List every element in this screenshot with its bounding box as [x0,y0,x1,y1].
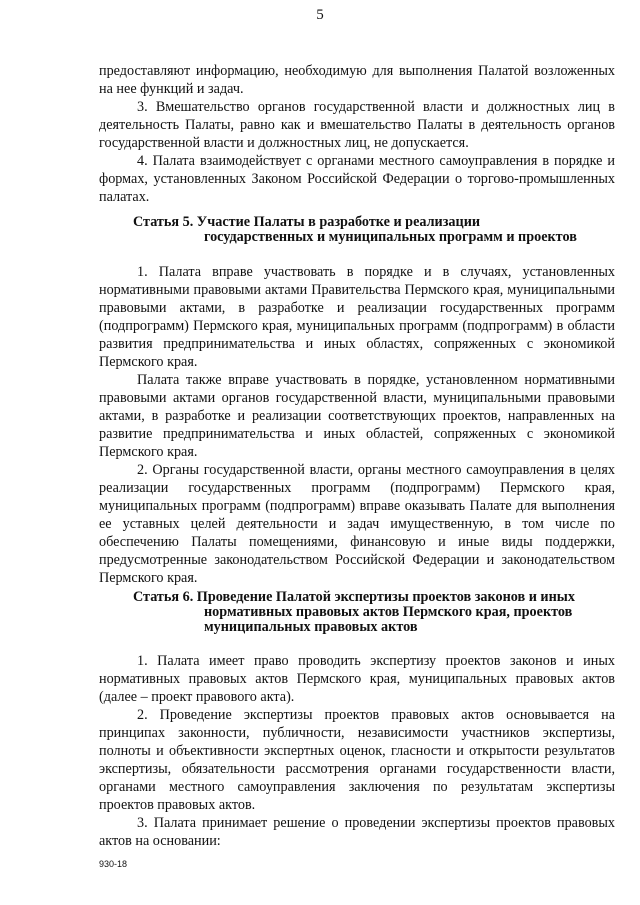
paragraph: 1. Палата вправе участвовать в порядке и в случаях, установленных нормативными правовыми актами Правительства Пермского края, муниципальными правовыми актами, в разработке и реализации государственных программ (подпрограмм) Пермского края, муниципальных программ (подпрограмм) в области развития предпринимательства и иных областях, сопряженных с экономикой Пермского края. [99,264,615,370]
page-number: 5 [316,7,324,23]
paragraph: предоставляют информацию, необходимую для выполнения Палатой возложенных на нее функций и задач. [99,63,615,97]
article-5-body [99,263,615,587]
article-5-heading [133,215,613,245]
heading-line: государственных и муниципальных программ и проектов [204,229,577,245]
paragraph: 3. Палата принимает решение о проведении экспертизы проектов правовых актов на основании: [99,815,615,849]
paragraph: 2. Проведение экспертизы проектов правовых актов основывается на принципах законности, публичности, независимости участников экспертизы, полноты и объективности экспертных оценок, гласности и открытости результатов экспертизы, обязательности рассмотрения органами государственности власти, органами местного самоуправления заключения по результатам экспертизы проектов правовых актов. [99,707,615,813]
paragraph: 4. Палата взаимодействует с органами местного самоуправления в порядке и формах, установленных Законом Российской Федерации о торгово-промышленных палатах. [99,153,615,205]
heading-line: Статья 5. Участие Палаты в разработке и реализации [133,214,481,230]
paragraph: 1. Палата имеет право проводить экспертизу проектов законов и иных нормативных правовых актов Пермского края, муниципальных правовых актов (далее – проект правового акта). [99,653,615,705]
intro-block [99,62,615,206]
article-6-heading [133,590,613,635]
heading-line: муниципальных правовых актов [204,619,418,635]
heading-line: Статья 6. Проведение Палатой экспертизы проектов законов и иных [133,589,575,605]
paragraph: Палата также вправе участвовать в порядке, установленном нормативными правовыми актами органов государственной власти, муниципальными правовыми актами, в разработке и реализации соответствующих проектов, направленных на развитие предпринимательства и иных областей, сопряженных с экономикой Пермского края. [99,372,615,460]
paragraph: 3. Вмешательство органов государственной власти и должностных лиц в деятельность Палаты, равно как и вмешательство Палаты в деятельность органов государственной власти и должностных лиц, не допускается. [99,99,615,151]
footer-code: 930-18 [99,859,128,869]
heading-line: нормативных правовых актов Пермского края, проектов [204,604,573,620]
paragraph: 2. Органы государственной власти, органы местного самоуправления в целях реализации государственных программ (подпрограмм) Пермского края, муниципальных программ (подпрограмм) вправе оказывать Палате для выполнения ее уставных целей деятельности и задач имущественную, в том числе по обеспечению Палаты помещениями, финансовую и иные виды поддержки, предусмотренные законодательством Российской Федерации и законодательством Пермского края. [99,462,615,586]
article-6-body [99,652,615,850]
